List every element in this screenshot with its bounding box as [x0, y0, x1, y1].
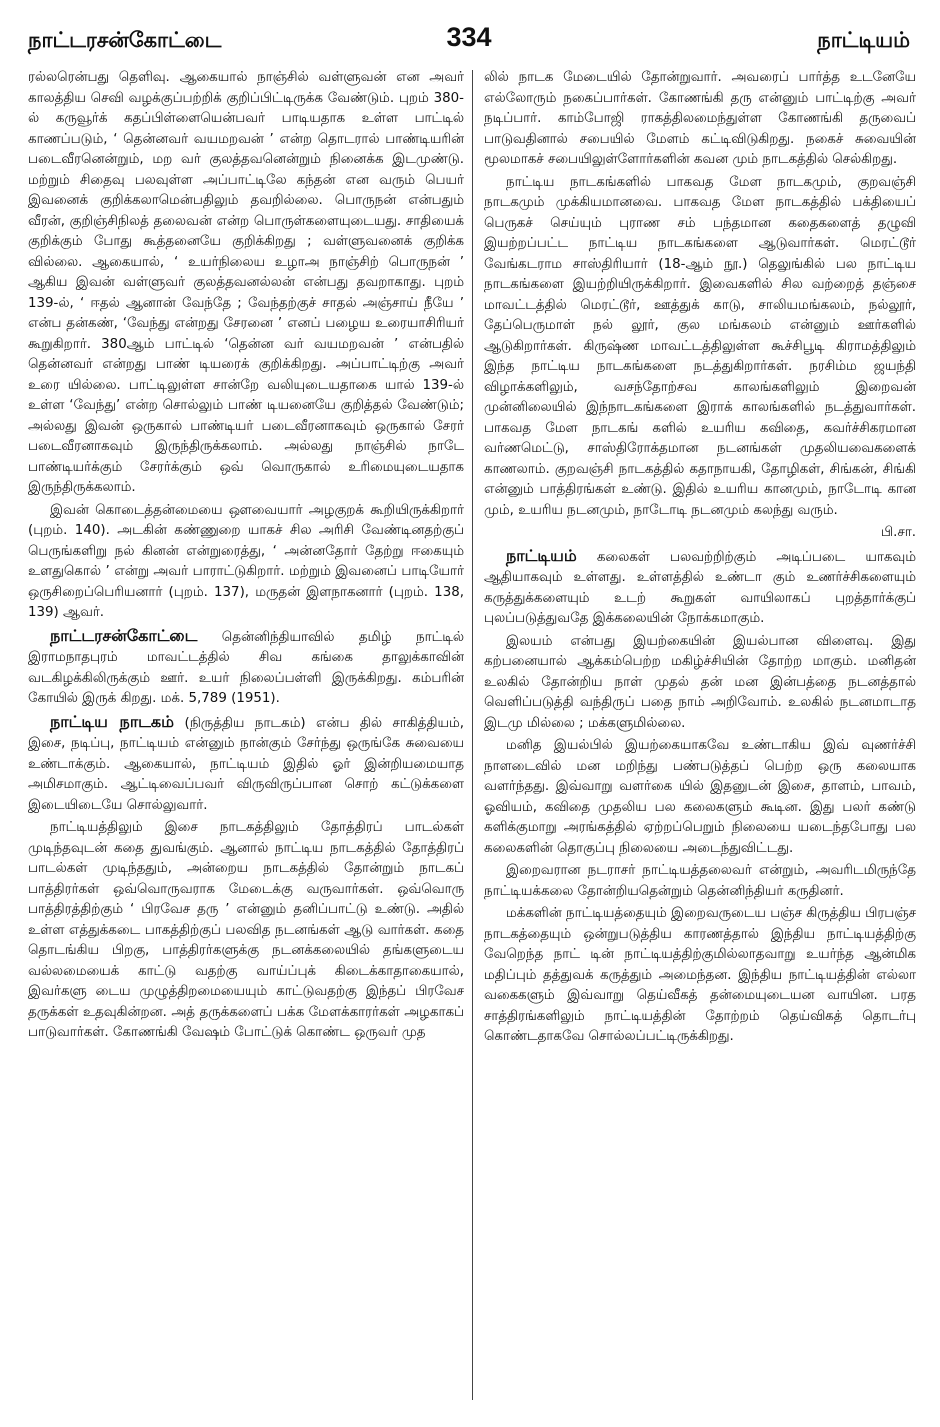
paragraph: நாட்டியத்திலும் இசை நாடகத்திலும் தோத்திரப் பாடல்கள் முடிந்தவுடன் கதை துவங்கும். ஆனால் நாட்டிய நாடகத்தில் தோத்திரப் பாடல்கள் முடிந்ததும், அன்றைய நாடகத்தில் தோன்றும் நாடகப் பாத்திரர்கள் ஒவ்வொருவராக மேடைக்கு வருவார்கள். ஒவ்வொரு பாத்திரத்திற்கும் ‘ பிரவேச தரு ’ என்னும் தனிப்பாட்டு உண்டு. அதில் உள்ள எத்துக்கடை பாகத்திற்குப் பலவித நடனங்கள் ஆடு வார்கள். கதை தொடங்கிய பிறகு, பாத்திரர்களுக்கு நடனக்கலையில் தங்களுடைய வல்லமையைக் காட்டு வதற்கு வாய்ப்புக் கிடைக்காதாகையால், இவர்களு டைய முழுத்திறமையையும் காட்டுவதற்கு இந்தப் பிரவேச தருக்கள் உதவுகின்றன. அத் தருக்களைப் பக்க மேளக்காரர்கள் அழகாகப் பாடுவார்கள். கோணங்கி வேஷம் போட்டுக் கொண்ட ஒருவர் முத: [28, 820, 464, 1040]
entry-natyam: [484, 546, 916, 630]
entry-heading: நாட்டிய நாடகம்: [50, 711, 175, 731]
entry-body: கலைகள் பலவற்றிற்கும் அடிப்படை யாகவும் ஆதியாகவும் உள்ளது. உள்ளத்தில் உண்டா கும் உணர்ச்சிகளையும் கருத்துக்களையும் உடற் கூறுகள் வாயிலாகப் புறத்தார்க்குப் புலப்படுத்துவதே இக்கலையின் நோக்கமாகும்.: [484, 549, 916, 626]
author-signature: பி.சா.: [880, 525, 916, 540]
paragraph: மக்களின் நாட்டியத்தையும் இறைவருடைய பஞ்ச கிருத்திய பிரபஞ்ச நாடகத்தையும் ஒன்றுபடுத்திய காரணத்தால் இந்திய நாட்டியத்திற்கு வேறெந்த நாட் டின் நாட்டியத்திற்குமில்லாதவாறு உயர்ந்த ஆன்மிக மதிப்பும் தத்துவக் கருத்தும் அமைந்தன. இந்திய நாட்டியத்தின் எல்லா வகைகளும் இவ்வாறு தெய்வீகத் தன்மையுடையன வாயின. பரத சாத்திரங்களிலும் நாட்டியத்தின் தோற்றம் தெய்விகத் தொடர்பு கொண்டதாகவே சொல்லப்பட்டிருக்கிறது.: [484, 906, 916, 1044]
entry-natya-natakam: [28, 712, 464, 817]
paragraph: இவன் கொடைத்தன்மையை ஔவையார் அழகுறக் கூறியிருக்கிறார் (புறம். 140). அடகின் கண்ணுறை யாகச் சில அரிசி வேண்டினதற்குப் பெருங்களிறு நல் கினன் என்றுரைத்து, ‘ அன்னதோர் தேற்று ஈகையும் உளதுகொல் ’ என்று அவர் பாராட்டுகிறார். மற்றும் இவனைப் பாடியோர் ஒருசிறைப்பெரியனார் (புறம். 137), மருதன் இளநாகனார் (புறம். 138, 139) ஆவர்.: [28, 502, 464, 620]
left-column: [28, 68, 464, 1408]
right-column: [484, 68, 916, 1408]
paragraph: இறைவரான நடராசர் நாட்டியத்தலைவர் என்றும், அவரிடமிருந்தே நாட்டியக்கலை தோன்றியதென்றும் தென்னிந்தியர் கருதினர்.: [484, 863, 916, 899]
entry-heading: நாட்டியம்: [506, 545, 577, 565]
page-number: 334: [446, 22, 492, 52]
entry-body: (நிருத்திய நாடகம்) என்ப தில் சாகித்தியம், இசை, நடிப்பு, நாட்டியம் என்னும் நான்கும் சேர்ந்து ஒருங்கே சுவையை உண்டாக்கும். ஆகையால், நாட்டியம் இதில் ஓர் இன்றியமையாத அமிசமாகும். ஆட்டிவைப்பவர் விருவிருப்பான சொற் கட்டுக்களை இடையிடையே சொல்லுவார்.: [28, 715, 464, 813]
paragraph: இலயம் என்பது இயற்கையின் இயல்பான விளைவு. இது கற்பனையால் ஆக்கம்பெற்ற மகிழ்ச்சியின் தோற்ற மாகும். மனிதன் உலகில் தோன்றிய நாள் முதல் தன் மன இன்பத்தை நடனத்தால் வெளிப்படுத்தி வந்திருப் பதை நாம் அறிவோம். உலகில் நடனமாடாத இடமு மில்லை ; மக்களுமில்லை.: [484, 633, 916, 731]
entry-body: தென்னிந்தியாவில் தமிழ் நாட்டில் இராமநாதபுரம் மாவட்டத்தில் சிவ கங்கை தாலுக்காவின் வடகிழக்கிலிருக்கும் ஊர். உயர் நிலைப்பள்ளி இருக்கிறது. கம்பரின் கோயில் இருக் கிறது. மக். 5,789 (1951).: [28, 629, 464, 706]
paragraph: நாட்டிய நாடகங்களில் பாகவத மேள நாடகமும், குறவஞ்சி நாடகமும் முக்கியமானவை. பாகவத மேள நாடகத்தில் பக்தியைப் பெருகச் செய்யும் புராண சம் பந்தமான கதைகளைத் தழுவி இயற்றப்பட்ட நாட்டிய நாடகங்களை ஆடுவார்கள். மெரட்டூர் வேங்கடராம சாஸ்திரியார் (18-ஆம் நூ.) தெலுங்கில் பல நாட்டிய நாடகங்களை இயற்றியிருக்கிறார். இவைகளில் சில வற்றைத் தஞ்சை மாவட்டத்தில் மெரட்டூர், ஊத்துக் காடு, சாலியமங்கலம், நல்லூர், தேப்பெருமாள் நல் லூர், குல மங்கலம் என்னும் ஊர்களில் ஆடுகிறார்கள். கிருஷ்ண மாவட்டத்திலுள்ள கூச்சிபூடி கிராமத்திலும் இந்த நாட்டிய நாடகங்களை நடத்துகிறார்கள். நரசிம்ம ஜயந்தி விழாக்களிலும், வசந்தோற்சவ காலங்களிலும் இறைவன் முன்னிலையில் இந்நாடகங்களை இராக் காலங்களில் நடத்துவார்கள். பாகவத மேள நாடகங் களில் உயரிய கவிதை, கவர்ச்சிகரமான வர்ணமெட்டு, சாஸ்திரோக்தமான நடனங்கள் முதலியவைகளைக் காணலாம். குறவஞ்சி நாடகத்தில் கதாநாயகி, தோழிகள், சிங்கன், சிங்கி என்னும் பாத்திரங்கள் உண்டு. இதில் உயரிய கானமும், நாடோடி கான மும், உயரிய நடனமும், நாடோடி நடனமும் கலந்து வரும்.: [484, 174, 916, 518]
running-head-right: நாட்டியம்: [817, 28, 910, 52]
paragraph: ரல்லரென்பது தெளிவு. ஆகையால் நாஞ்சில் வள்ளுவன் என அவர் காலத்திய செவி வழக்குப்பற்றிக் குறிப்பிட்டிருக்க வேண்டும். புறம் 380-ல் கருவூர்க் கதப்பிள்ளையென்பவர் பாடியதாக உள்ள பாட்டில் காணப்படும், ‘ தென்னவர் வயமறவன் ’ என்ற தொடரால் பாண்டியரின் படைவீரனென்றும், மற வர் குலத்தவனென்றும் நினைக்க இடமுண்டு. மற்றும் சிதைவு பலவுள்ள அப்பாட்டிலே கந்தன் என வரும் பெயர் இவனைக் குறிக்கலாமென்பதிலும் தவறில்லை. பொருநன் என்பதும் வீரன், குறிஞ்சிநிலத் தலைவன் என்ற பொருள்களையுடையது. சாதியைக் குறிக்கும் போது கூத்தனையே குறிக்கிறது ; வள்ளுவனைக் குறிக்க வில்லை. ஆகையால், ‘ உயர்நிலைய உழாஅ நாஞ்சிற் பொருநன் ’ ஆகிய இவன் வள்ளுவர் குலத்தவனல்லன் என்பது தவறாகாது. புறம் 139-ல், ‘ ஈதல் ஆனான் வேந்தே ; வேந்தற்குச் சாதல் அஞ்சாய் நீயே ’ என்ப தன்கண், ‘வேந்து என்றது சேரனை ’ எனப் பழைய உரையாசிரியர் கூறுகிறார். 380ஆம் பாட்டில் ‘தென்ன வர் வயமறவன் ’ என்பதில் தென்னவர் என்றது பாண் டியரைக் குறிக்கிறது. அப்பாட்டிற்கு அவர் உரை யில்லை. பாட்டிலுள்ள சான்றே வலியுடையதாகை யால் 139-ல் உள்ள ‘வேந்து’ என்ற சொல்லும் பாண் டியனையே குறித்தல் வேண்டும்; அல்லது இவன் ஒருகால் பாண்டியர் படைவீரனாகவும் ஒருகால் சேரர் படைவீரனாகவும் இருந்திருக்கலாம். அல்லது நாஞ்சில் நாடே பாண்டியர்க்கும் சேரர்க்கும் ஒவ் வொருகால் உரிமையுடையதாக இருந்திருக்கலாம்.: [28, 70, 464, 495]
paragraph: மனித இயல்பில் இயற்கையாகவே உண்டாகிய இவ் வுணர்ச்சி நாளடைவில் மன மறிந்து பண்படுத்தப் பெற்ற ஒரு கலையாக வளர்ந்தது. இவ்வாறு வளர்கை யில் இதனுடன் இசை, தாளம், பாவம், ஓவியம், கவிதை முதலிய பல கலைகளும் கூடின. இது பலர் கண்டு களிக்குமாறு அரங்கத்தில் ஏற்றப்பெறும் நிலையை யடைந்தபோது பல கலைகளின் தொகுப்பு நிலையை அடைந்துவிட்டது.: [484, 738, 916, 856]
entry-nattarasankottai: [28, 626, 464, 710]
page-header: [28, 22, 910, 62]
entry-heading: நாட்டரசன்கோட்டை: [50, 625, 198, 645]
running-head-left: நாட்டரசன்கோட்டை: [28, 28, 222, 52]
paragraph: லில் நாடக மேடையில் தோன்றுவார். அவரைப் பார்த்த உடனேயே எல்லோரும் நகைப்பார்கள். கோணங்கி தரு என்னும் பாட்டிற்கு அவர் நடிப்பார். காம்போஜி ராகத்திலமைந்துள்ள கோணங்கி தருவைப் பாடுவதினால் சபையில் மேளம் கட்டிவிடுகிறது. நகைச் சுவையின் மூலமாகச் சபையிலுள்ளோர்களின் கவன மும் நாடகத்தில் செல்கிறது.: [484, 70, 916, 167]
column-divider: [472, 70, 473, 1400]
